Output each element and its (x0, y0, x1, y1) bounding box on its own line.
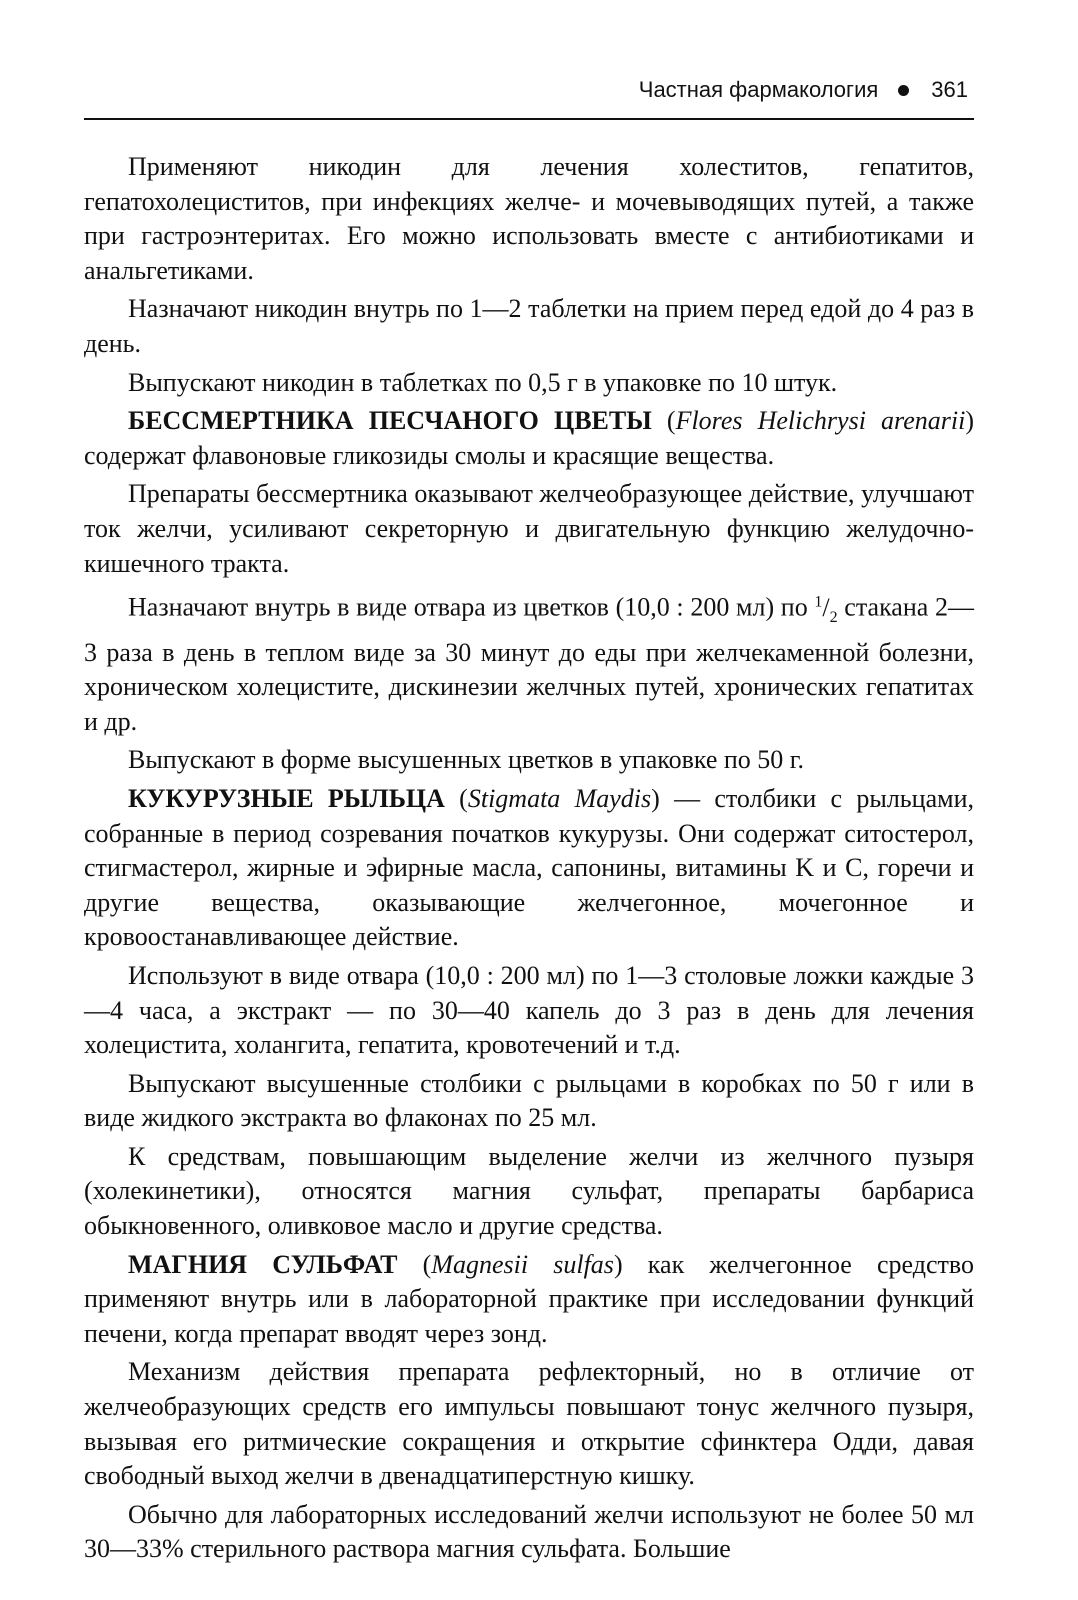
latin-name: Stigmata Maydis (467, 783, 652, 813)
bullet-icon (898, 85, 909, 96)
paragraph-text: как желчегонное средство применяют внутрь или в лабораторной практике при исследовании функций печени, когда препарат вводят через зонд. (84, 1249, 974, 1348)
paragraph: Выпускают в форме высушенных цветков в упаковке по 50 г. (128, 745, 805, 775)
paragraph-text: Назначают внутрь в виде отвара из цветков (10,0 : 200 мл) по (128, 592, 815, 622)
paragraph-text: — столбики с рыльцами, собранные в период созревания початков кукурузы. Они содержат ситостерол, стигмастерол, жирные и эфирные масла, сапонины, витамины K и C, горечи и другие вещества, оказывающие желчегонное, мочегонное и кровоостанавливающее действие. (84, 783, 974, 952)
paragraph (84, 585, 974, 739)
paren-close: ) (965, 406, 974, 436)
paragraph: Препараты бессмертника оказывают желчеобразующее действие, улучшают ток желчи, усиливают секреторную и двигательную функцию желудочно-кишечного тракта. (84, 479, 974, 578)
paren-open: ( (651, 406, 676, 436)
paragraph: Обычно для лабораторных исследований желчи используют не более 50 мл 30—33% стерильного раствора магния сульфата. Большие (84, 1499, 974, 1564)
fraction: $^1/_2$ (814, 592, 838, 626)
paragraph-text: стакана 2—3 раза в день в теплом виде за 30 минут до еды при желчекаменной болезни, хроническом холецистите, дискинезии желчных путей, хронических гепатитах и др. (84, 592, 974, 736)
paren-open: ( (397, 1249, 432, 1279)
paragraph: Механизм действия препарата рефлекторный, но в отличие от желчеобразующих средств его импульсы повышают тонус желчного пузыря, вызывая его ритмические сокращения и открытие сфинктера Одди, давая свободный выход желчи в двенадцатиперстную кишку. (84, 1357, 974, 1491)
book-page (84, 70, 974, 1571)
drug-term: КУКУРУЗНЫЕ РЫЛЬЦА (128, 783, 445, 813)
paren-open: ( (444, 783, 468, 813)
paren-close: ) (613, 1249, 623, 1279)
fraction-denominator: 2 (829, 608, 838, 626)
paragraph (84, 404, 974, 473)
header-rule (84, 118, 974, 120)
page-number: 361 (931, 77, 968, 102)
paragraph: Применяют никодин для лечения холеститов, гепатитов, гепатохолециститов, при инфекциях желче- и мочевыводящих путей, а также при гастроэнтеритах. Его можно использовать вместе с антибиотиками и анальгетиками. (84, 152, 974, 285)
paragraph: Используют в виде отвара (10,0 : 200 мл) по 1—3 столовые ложки каждые 3—4 часа, а экстракт — по 30—40 капель до 3 раз в день для лечения холецистита, холангита, гепатита, кровотечений и т.д. (84, 960, 974, 1060)
fraction-numerator: 1 (814, 593, 823, 611)
paragraph: Назначают никодин внутрь по 1—2 таблетки на прием перед едой до 4 раз в день. (84, 294, 974, 358)
page-body (84, 150, 974, 1567)
paragraph: К средствам, повышающим выделение желчи из желчного пузыря (холекинетики), относятся магния сульфат, препараты барбариса обыкновенного, оливковое масло и другие средства. (84, 1141, 974, 1241)
paragraph: Выпускают высушенные столбики с рыльцами в коробках по 50 г или в виде жидкого экстракта во флаконах по 25 мл. (84, 1068, 974, 1133)
latin-name: Magnesii sulfas (431, 1249, 614, 1279)
running-head (84, 70, 974, 110)
paragraph: Выпускают никодин в таблетках по 0,5 г в упаковке по 10 штук. (128, 367, 838, 397)
paragraph-text: содержат флавоновые гликозиды смолы и красящие вещества. (84, 440, 775, 470)
drug-term: МАГНИЯ СУЛЬФАТ (128, 1249, 398, 1279)
paragraph (84, 1248, 974, 1352)
section-title: Частная фармакология (638, 77, 879, 102)
paren-close: ) (651, 783, 660, 813)
latin-name: Flores Helichrysi arenarii (675, 406, 966, 436)
paragraph (84, 782, 974, 955)
drug-term: БЕССМЕРТНИКА ПЕСЧАНОГО ЦВЕТЫ (128, 406, 652, 436)
